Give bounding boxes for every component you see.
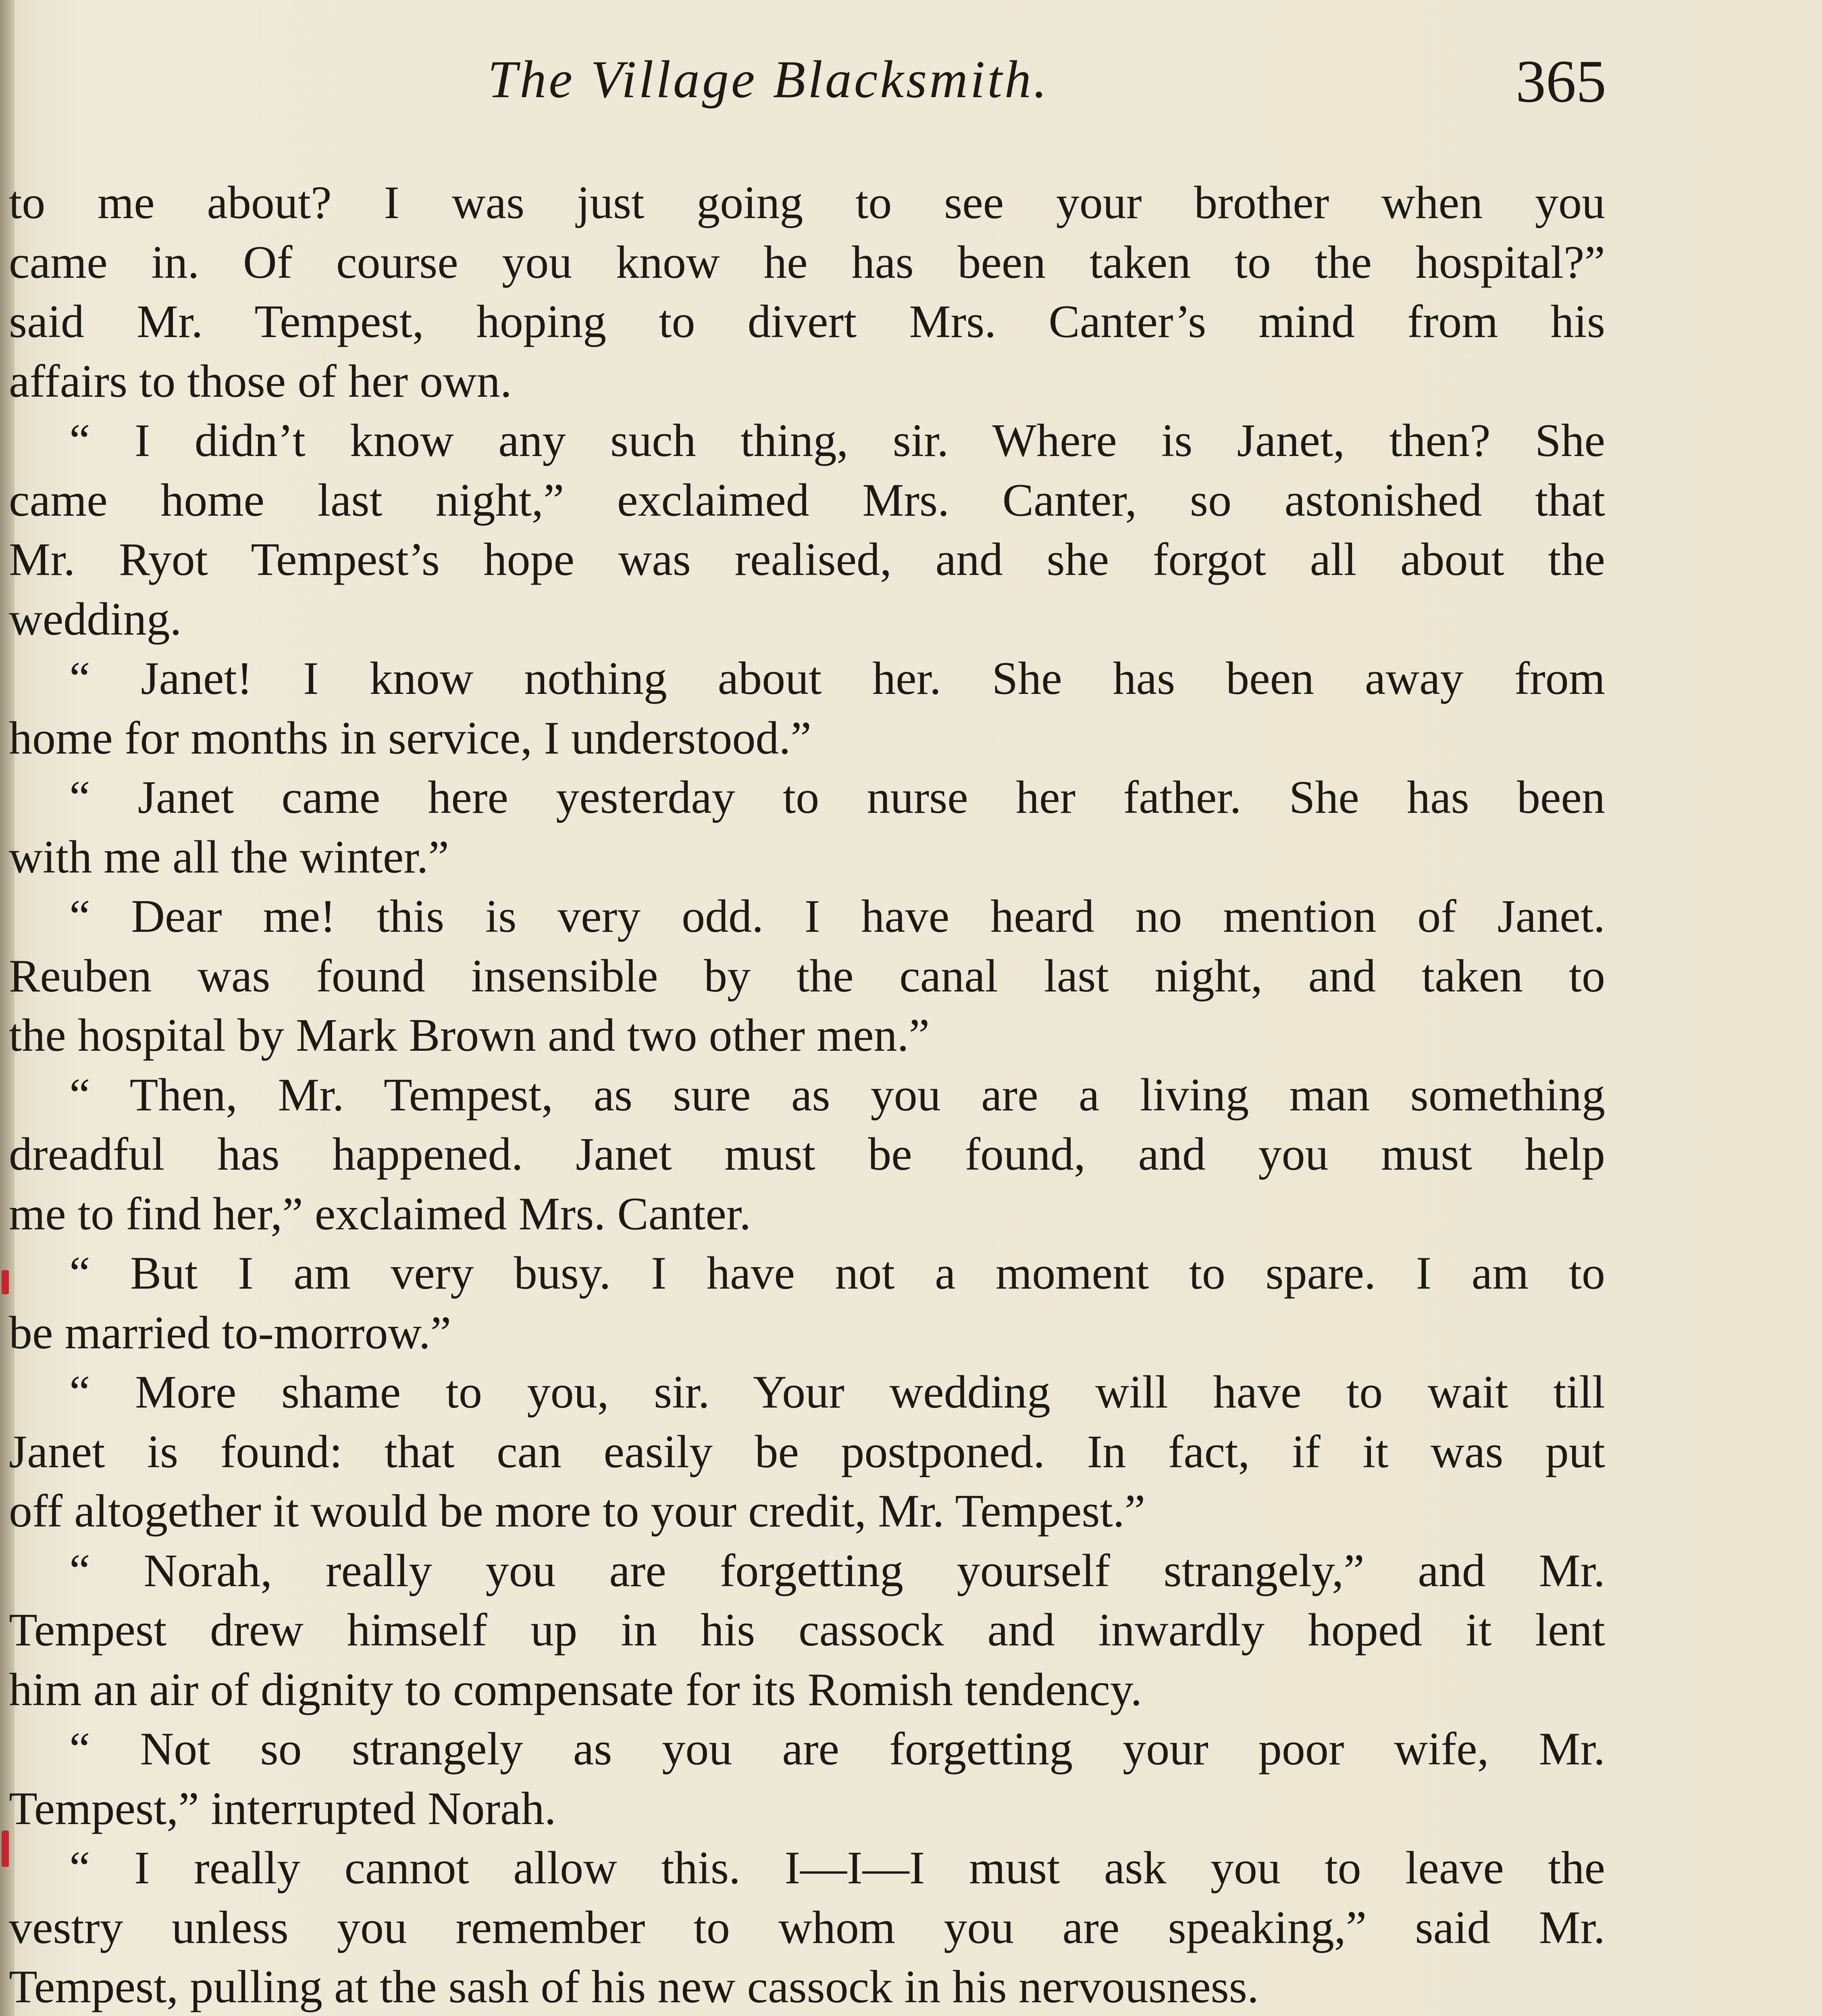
text-line: affairs to those of her own. <box>9 355 512 407</box>
text-line: Tempest, pulling at the sash of his new cassock in his nervousness. <box>9 1961 1259 2013</box>
text-line: the hospital by Mark Brown and two other men.” <box>9 1010 930 1061</box>
text-line: “ Janet! I know nothing about her. She has been away from <box>69 653 1605 704</box>
running-title: The Village Blacksmith. <box>488 50 1049 109</box>
margin-marker-top <box>2 1270 9 1294</box>
page-number: 365 <box>1516 48 1606 115</box>
text-line: came home last night,” exclaimed Mrs. Canter, so astonished that <box>9 474 1605 526</box>
running-head <box>0 48 1822 129</box>
text-line: off altogether it would be more to your credit, Mr. Tempest.” <box>9 1485 1146 1537</box>
text-line: “ I really cannot allow this. I—I—I must ask you to leave the <box>69 1842 1605 1894</box>
text-line: to me about? I was just going to see your brother when you <box>9 177 1605 229</box>
text-line: Mr. Ryot Tempest’s hope was realised, and she forgot all about the <box>9 534 1605 585</box>
text-line: wedding. <box>9 593 182 645</box>
text-line: “ I didn’t know any such thing, sir. Where is Janet, then? She <box>69 415 1605 467</box>
text-line: him an air of dignity to compensate for its Romish tendency. <box>9 1664 1142 1716</box>
text-line: came in. Of course you know he has been taken to the hospital?” <box>9 236 1605 288</box>
margin-marker-bottom <box>2 1831 9 1867</box>
text-line: me to find her,” exclaimed Mrs. Canter. <box>9 1188 751 1240</box>
text-line: be married to-morrow.” <box>9 1307 451 1359</box>
text-line: said Mr. Tempest, hoping to divert Mrs. Canter’s mind from his <box>9 296 1605 348</box>
text-line: “ Dear me! this is very odd. I have heard no mention of Janet. <box>69 891 1605 942</box>
text-line: Janet is found: that can easily be postponed. In fact, if it was put <box>9 1426 1605 1478</box>
text-line: Tempest,” interrupted Norah. <box>9 1783 556 1835</box>
text-line: “ But I am very busy. I have not a moment to spare. I am to <box>69 1248 1605 1299</box>
text-line: Tempest drew himself up in his cassock and inwardly hoped it lent <box>9 1604 1605 1656</box>
text-line: dreadful has happened. Janet must be found, and you must help <box>9 1129 1605 1180</box>
text-line: vestry unless you remember to whom you are speaking,” said Mr. <box>9 1901 1605 1954</box>
text-line: “ More shame to you, sir. Your wedding will have to wait till <box>69 1366 1605 1418</box>
text-line: “ Norah, really you are forgetting yourself strangely,” and Mr. <box>69 1545 1605 1597</box>
text-line: home for months in service, I understood.” <box>9 712 811 764</box>
body-text <box>9 173 1605 2016</box>
text-line: with me all the winter.” <box>9 831 449 883</box>
text-line: “ Then, Mr. Tempest, as sure as you are a living man something <box>69 1069 1605 1121</box>
text-line: “ Janet came here yesterday to nurse her father. She has been <box>69 772 1605 823</box>
text-line: “ Not so strangely as you are forgetting your poor wife, Mr. <box>69 1723 1605 1775</box>
text-line: Reuben was found insensible by the canal last night, and taken to <box>9 950 1605 1002</box>
